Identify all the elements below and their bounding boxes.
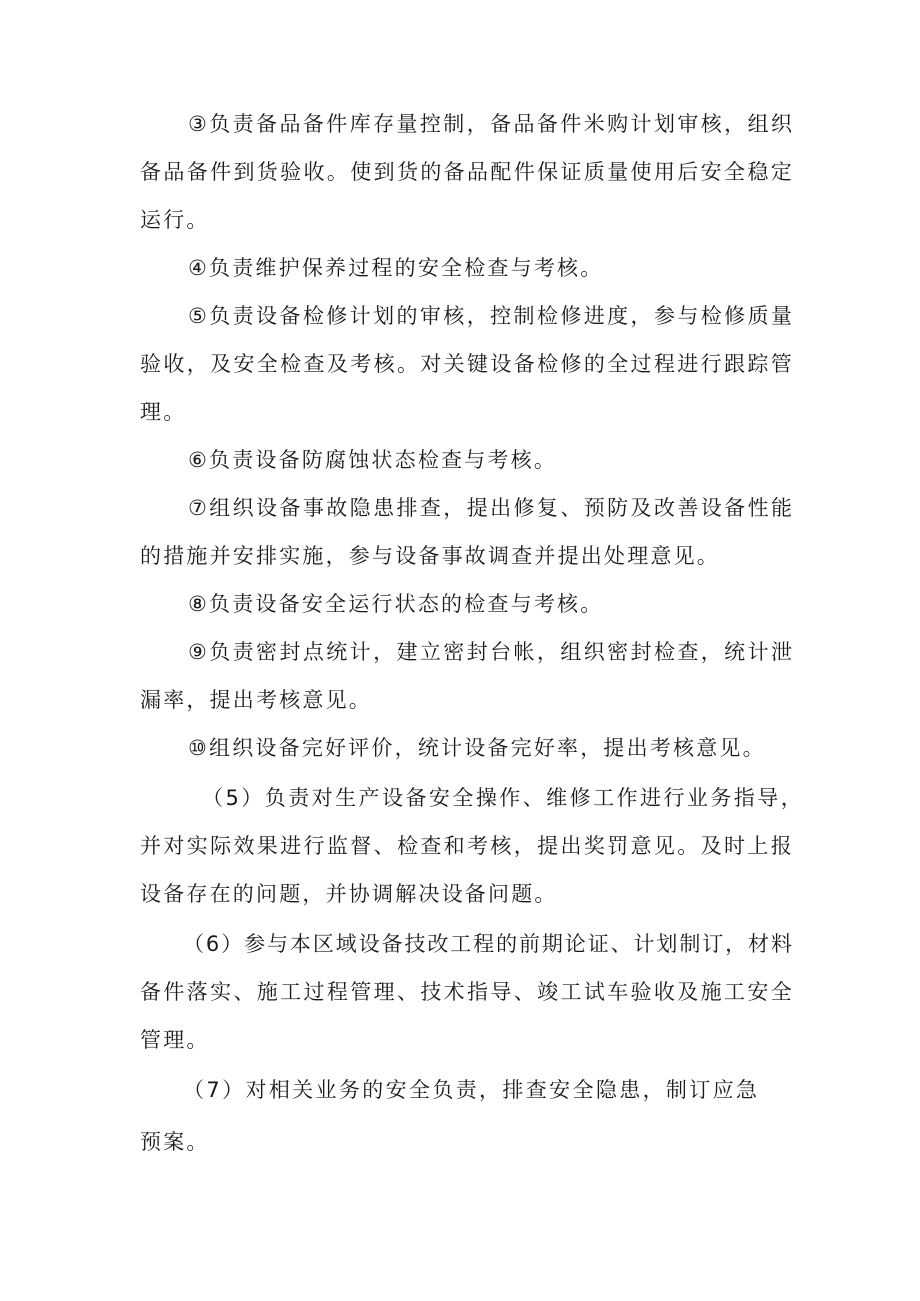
para-7-line-1: ⑦ 组 织 设 备 事 故 隐 患 排 查 ， 提 出 修 复 、 预 防 及 改 善 设 备 性 能 [188,496,792,520]
section-5-line-3: 设备存在的问题，并协调解决设备问题。 [140,882,558,906]
para-3-line-2: 备 品 备 件 到 货 验 收 。 使 到 货 的 备 品 配 件 保 证 质 量 使 用 后 安 全 稳 定 [140,160,792,184]
para-5-line-2: 验 收 ， 及 安 全 检 查 及 考 核 。 对 关 键 设 备 检 修 的 全 过 程 进 行 跟 踪 管 [140,352,792,376]
section-5-line-1: （ 5 ） 负 责 对 生 产 设 备 安 全 操 作 、 维 修 工 作 进 行 业 务 指 导 ， [202,786,802,810]
para-3-line-3: 运行。 [140,208,210,232]
para-8-line-1: ⑧负责设备安全运行状态的检查与考核。 [188,592,604,616]
para-10-line-1: ⑩组织设备完好评价，统计设备完好率，提出考核意见。 [188,736,766,760]
section-7-line-1: （ 7 ） 对 相 关 业 务 的 安 全 负 责 ， 排 查 安 全 隐 患 ， 制 订 应 急 [183,1078,757,1102]
para-5-line-1: ⑤ 负 责 设 备 检 修 计 划 的 审 核 ， 控 制 检 修 进 度 ， 参 与 检 修 质 量 [188,304,792,328]
section-6-line-2: 备 件 落 实 、 施 工 过 程 管 理 、 技 术 指 导 、 竣 工 试 车 验 收 及 施 工 安 全 [140,980,792,1004]
para-5-line-3: 理。 [140,400,187,424]
para-9-line-1: ⑨ 负 责 密 封 点 统 计 ， 建 立 密 封 台 帐 ， 组 织 密 封 检 查 ， 统 计 泄 [188,640,792,664]
section-6-line-1: （ 6 ） 参 与 本 区 域 设 备 技 改 工 程 的 前 期 论 证 、 计 划 制 订 ， 材 料 [183,932,792,956]
para-6-line-1: ⑥负责设备防腐蚀状态检查与考核。 [188,448,558,472]
section-5-line-2: 并 对 实 际 效 果 进 行 监 督 、 检 查 和 考 核 ， 提 出 奖 罚 意 见 。 及 时 上 报 [140,834,792,858]
para-9-line-2: 漏率，提出考核意见。 [140,688,372,712]
para-4-line-1: ④负责维护保养过程的安全检查与考核。 [188,256,604,280]
section-6-line-3: 管理。 [140,1028,210,1052]
section-7-line-2: 预案。 [140,1130,210,1154]
para-3-line-1: ③ 负 责 备 品 备 件 库 存 量 控 制 ， 备 品 备 件 米 购 计 划 审 核 ， 组 织 [188,112,792,136]
para-7-line-2: 的措施并安排实施，参与设备事故调查并提出处理意见。 [140,544,720,568]
